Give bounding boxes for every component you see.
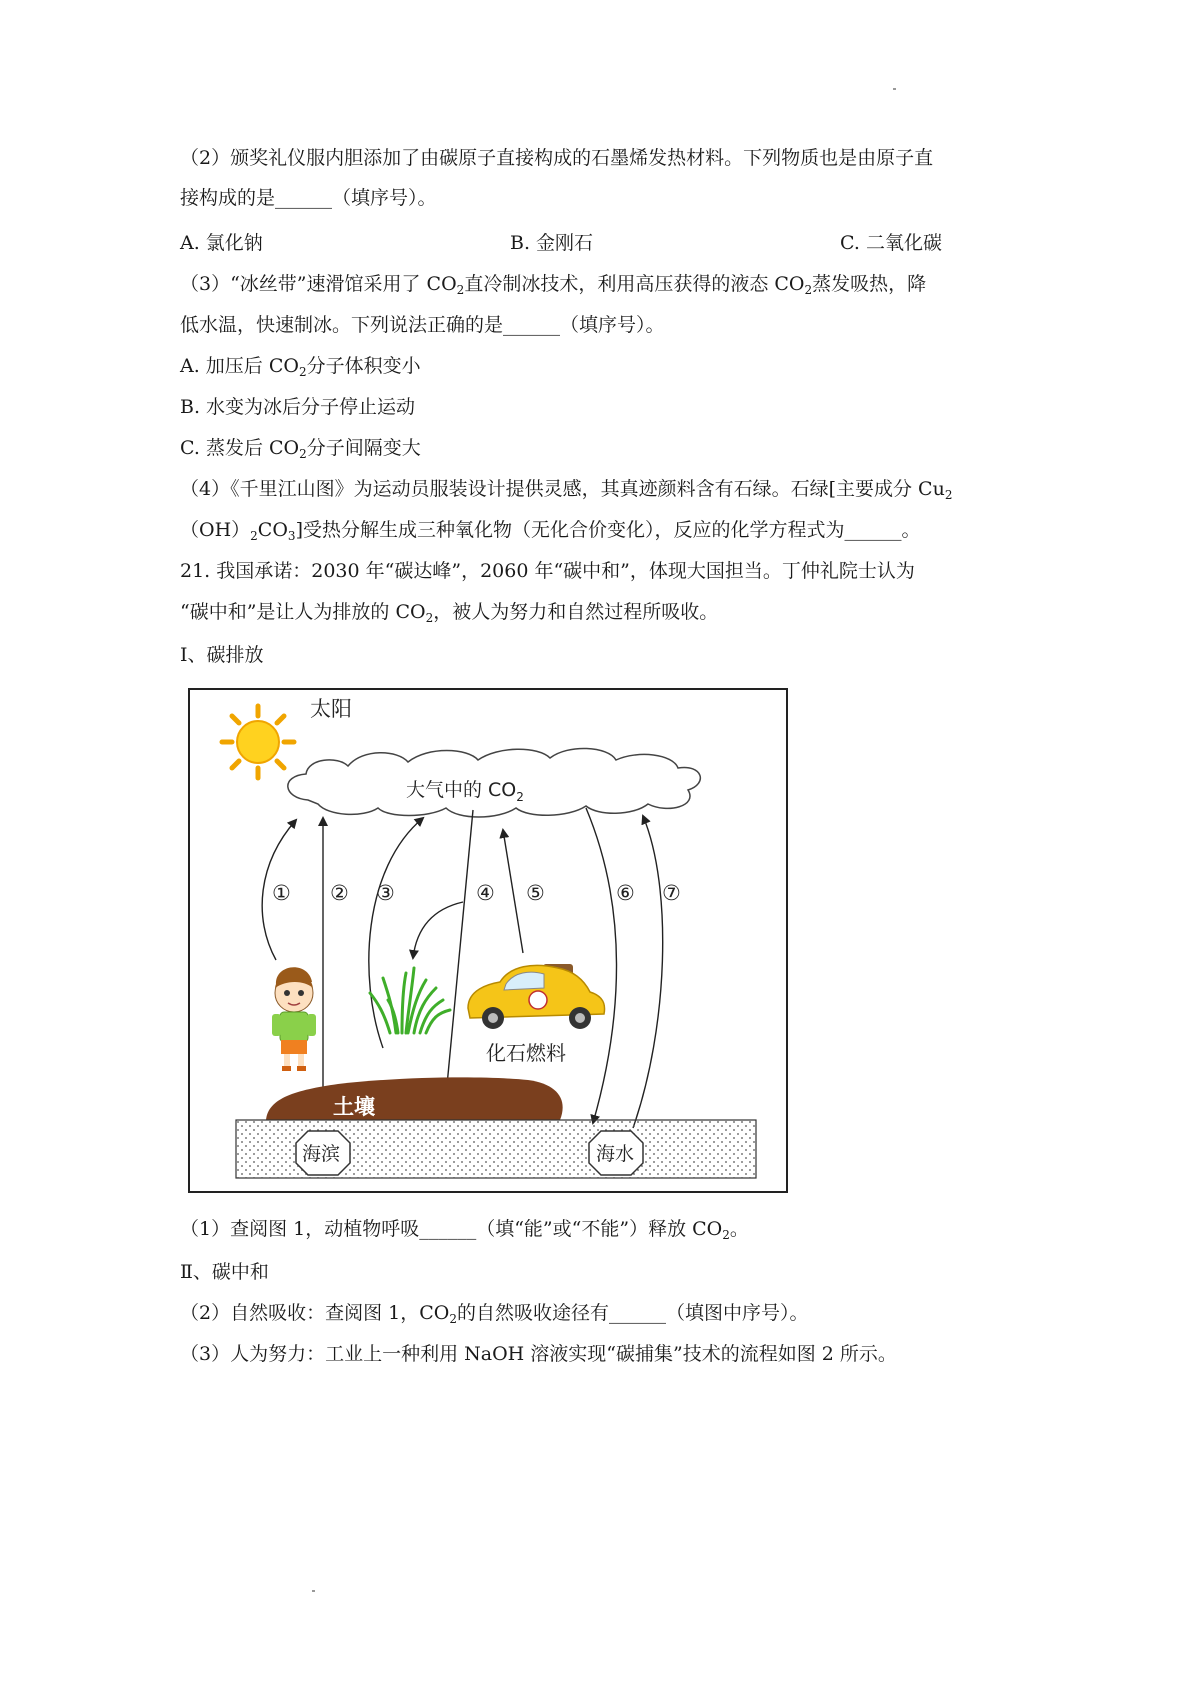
q20-part3-option-b: B. 水变为冰后分子停止运动 — [180, 396, 416, 418]
q20-part2-option-b: B. 金刚石 — [510, 232, 594, 254]
q21-part3: （3）人为努力：工业上一种利用 NaOH 溶液实现“碳捕集”技术的流程如图 2 所示。 — [180, 1343, 897, 1365]
q21-part2: （2）自然吸收：查阅图 1，$CO_2$的自然吸收途径有______（填图中序号）。 — [180, 1302, 809, 1326]
q20-part3-line1: （3）“冰丝带”速滑馆采用了 $CO_2$直冷制冰技术，利用高压获得的液态 $CO_2$蒸发吸热，降 — [180, 273, 927, 297]
q21-line1: 21. 我国承诺：2030 年“碳达峰”，2060 年“碳中和”，体现大国担当。丁仲礼院士认为 — [180, 560, 915, 582]
q20-part2-option-c: C. 二氧化碳 — [840, 232, 942, 254]
section-carbon-neutral: Ⅱ、碳中和 — [180, 1261, 269, 1283]
soil-label: 土壤 — [333, 1095, 375, 1119]
section-carbon-emission: Ⅰ、碳排放 — [180, 644, 264, 666]
arrow-label-3: ③ — [376, 881, 395, 905]
sun-label: 太阳 — [310, 697, 352, 721]
scan-dot — [312, 1590, 315, 1592]
q20-part3-line2: 低水温，快速制冰。下列说法正确的是______（填序号）。 — [180, 314, 665, 336]
q20-part4-line1: （4）《千里江山图》为运动员服装设计提供灵感，其真迹颜料含有石绿。石绿[主要成分 $Cu_2$ — [180, 478, 953, 502]
carbon-cycle-figure — [188, 688, 788, 1193]
fossil-fuel-label: 化石燃料 — [486, 1041, 566, 1065]
arrow-label-1: ① — [272, 881, 291, 905]
cloud-label: 大气中的 $CO_2$ — [406, 779, 524, 804]
q20-part4-line2: $(OH)_2CO_3$]受热分解生成三种氧化物（无化合价变化），反应的化学方程式为______。 — [180, 519, 921, 543]
arrow-label-5: ⑤ — [526, 881, 545, 905]
beach-label: 海滨 — [302, 1143, 341, 1165]
q20-part2-option-a: A. 氯化钠 — [180, 232, 263, 254]
scan-dot — [893, 88, 896, 90]
arrow-label-4: ④ — [476, 881, 495, 905]
q20-part3-option-a: A. 加压后 $CO_2$分子体积变小 — [180, 355, 421, 379]
sun-icon — [222, 706, 294, 778]
q20-part2-line2: 接构成的是______（填序号）。 — [180, 187, 437, 209]
q20-part3-option-c: C. 蒸发后 $CO_2$分子间隔变大 — [180, 437, 421, 461]
q20-part2-line1: （2）颁奖礼仪服内胆添加了由碳原子直接构成的石墨烯发热材料。下列物质也是由原子直 — [180, 147, 934, 169]
q21-line2: “碳中和”是让人为排放的 $CO_2$，被人为努力和自然过程所吸收。 — [180, 601, 719, 625]
seawater-label: 海水 — [596, 1143, 635, 1165]
arrow-label-7: ⑦ — [662, 881, 681, 905]
q21-part1: （1）查阅图 1，动植物呼吸______（填“能”或“不能”）释放 $CO_2$。 — [180, 1218, 749, 1242]
arrow-label-2: ② — [330, 881, 349, 905]
arrow-label-6: ⑥ — [616, 881, 635, 905]
